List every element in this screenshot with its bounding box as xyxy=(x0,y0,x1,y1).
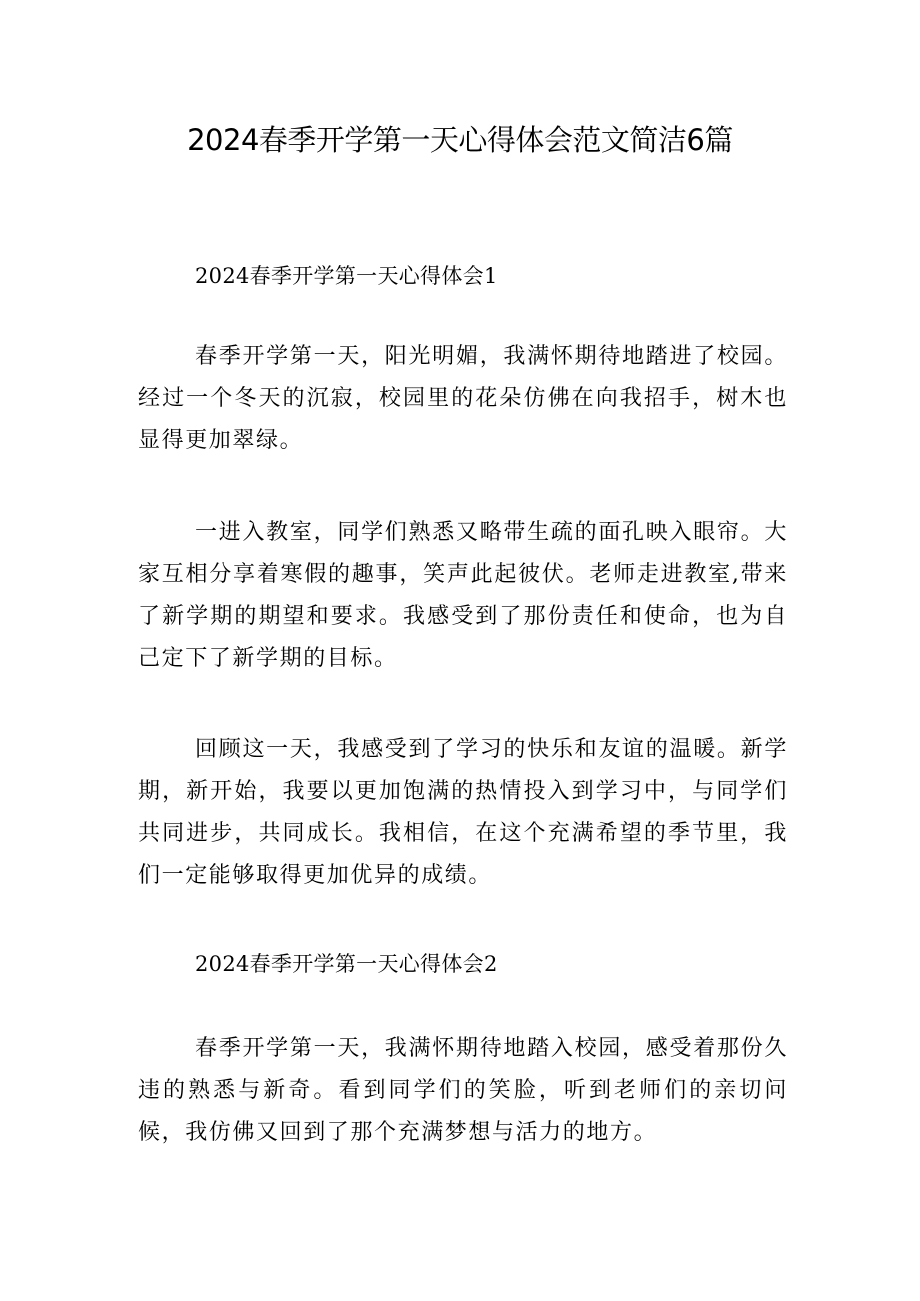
section-1-paragraph-1: 春季开学第一天，阳光明媚，我满怀期待地踏进了校园。经过一个冬天的沉寂，校园里的花朵仿佛在向我招手，树木也显得更加翠绿。 xyxy=(138,344,788,453)
section-1-paragraph-2: 一进入教室，同学们熟悉又略带生疏的面孔映入眼帘。大家互相分享着寒假的趣事，笑声此起彼伏。老师走进教室,带来了新学期的期望和要求。我感受到了那份责任和使命，也为自己定下了新学期的目标。 xyxy=(138,520,788,671)
section-2-paragraph-1: 春季开学第一天，我满怀期待地踏入校园，感受着那份久违的熟悉与新奇。看到同学们的笑脸，听到老师们的亲切问候，我仿佛又回到了那个充满梦想与活力的地方。 xyxy=(138,1036,788,1145)
section-heading-2: 2024春季开学第一天心得体会2 xyxy=(195,952,498,976)
section-1-paragraph-3: 回顾这一天，我感受到了学习的快乐和友谊的温暖。新学期，新开始，我要以更加饱满的热情投入到学习中，与同学们共同进步，共同成长。我相信，在这个充满希望的季节里，我们一定能够取得更加优异的成绩。 xyxy=(138,737,788,888)
section-heading-1: 2024春季开学第一天心得体会1 xyxy=(195,264,498,288)
document-title: 2024春季开学第一天心得体会范文简洁6篇 xyxy=(187,123,733,157)
